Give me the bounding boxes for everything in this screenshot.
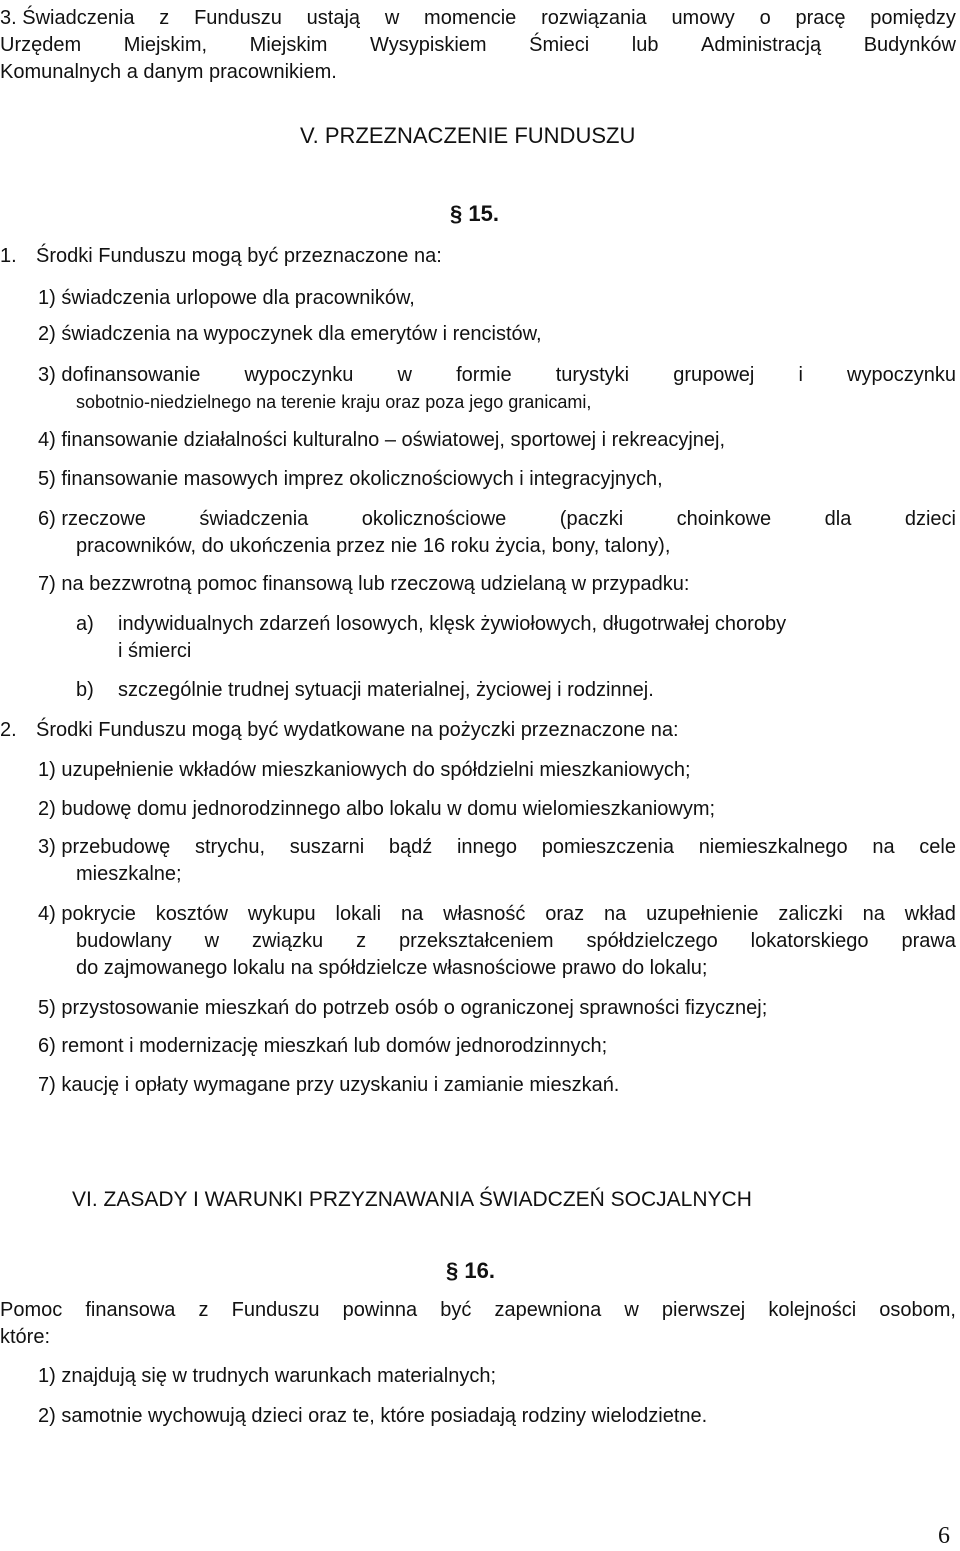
paragraph-16-intro-line-2: które:: [0, 1326, 51, 1348]
point-1-item-2: 2) świadczenia na wypoczynek dla emerytów i rencistów,: [38, 323, 542, 345]
point-1-item-7: 7) na bezzwrotną pomoc finansową lub rzeczową udzielaną w przypadku:: [38, 573, 690, 595]
word: Budynków: [863, 34, 956, 56]
point-1-item-6-line-1: [38, 507, 956, 531]
word: Wysypiskiem: [370, 34, 487, 56]
sub-item-b-label: b): [76, 679, 94, 701]
paragraph-16-item-1: 1) znajdują się w trudnych warunkach materialnych;: [38, 1365, 496, 1387]
word: wypoczynku: [847, 364, 956, 386]
paragraph-16-item-2: 2) samotnie wychowują dzieci oraz te, które posiadają rodziny wielodzietne.: [38, 1405, 708, 1427]
word: na: [400, 903, 424, 925]
point-2-item-4-line-3: do zajmowanego lokalu na spółdzielcze własnościowe prawo do lokalu;: [76, 957, 708, 979]
word: turystyki: [555, 364, 630, 386]
word: o: [759, 7, 771, 29]
word: budowlany: [76, 930, 172, 952]
word: 3) dofinansowanie: [38, 364, 201, 386]
word: ustają: [306, 7, 361, 29]
word: formie: [456, 364, 512, 386]
word: lokatorskiego: [750, 930, 869, 952]
word: prawa: [901, 930, 956, 952]
word: 4) pokrycie: [38, 903, 136, 925]
word: z: [356, 930, 367, 952]
point-2-item-7: 7) kaucję i opłaty wymagane przy uzyskaniu i zamianie mieszkań.: [38, 1074, 620, 1096]
point-1-item-4: 4) finansowanie działalności kulturalno – oświatowej, sportowej i rekreacyjnej,: [38, 429, 726, 451]
word: wypoczynku: [244, 364, 354, 386]
section-v-heading: V. PRZEZNACZENIE FUNDUSZU: [300, 123, 636, 148]
word: w: [384, 7, 400, 29]
word: dla: [824, 508, 852, 530]
point-2-item-4-line-1: [38, 902, 956, 926]
word: zapewniona: [494, 1299, 602, 1321]
word: wykupu: [247, 903, 316, 925]
word: być: [440, 1299, 472, 1321]
word: kolejności: [768, 1299, 857, 1321]
word: lokali: [335, 903, 382, 925]
point-2-item-3-line-1: [38, 835, 956, 859]
word: wkład: [904, 903, 956, 925]
word: pomieszczenia: [541, 836, 674, 858]
p3-line-2: [0, 33, 956, 57]
point-2-number: 2.: [0, 719, 17, 741]
word: kosztów: [155, 903, 228, 925]
point-2-item-2: 2) budowę domu jednorodzinnego albo lokalu w domu wielomieszkaniowym;: [38, 798, 716, 820]
word: bądź: [388, 836, 433, 858]
word: na: [872, 836, 895, 858]
word: Pomoc: [0, 1299, 63, 1321]
word: przekształceniem: [399, 930, 554, 952]
sub-item-a-line-2: i śmierci: [118, 640, 192, 662]
p3-line-1: [0, 6, 956, 30]
word: Urzędem: [0, 34, 82, 56]
sub-item-a-line-1: indywidualnych zdarzeń losowych, klęsk żywiołowych, długotrwałej choroby: [118, 613, 787, 635]
sub-item-a-label: a): [76, 613, 94, 635]
word: niemieszkalnego: [698, 836, 848, 858]
word: grupowej: [673, 364, 755, 386]
word: (paczki: [559, 508, 624, 530]
word: innego: [456, 836, 518, 858]
word: Śmieci: [529, 34, 590, 56]
point-1-intro: Środki Funduszu mogą być przeznaczone na:: [36, 245, 442, 267]
p3-line-3: Komunalnych a danym pracownikiem.: [0, 61, 337, 83]
point-1-item-6-line-2: pracowników, do ukończenia przez nie 16 roku życia, bony, talony),: [76, 535, 671, 557]
word: Funduszu: [194, 7, 282, 29]
word: na: [604, 903, 627, 925]
page-number: 6: [938, 1523, 950, 1549]
point-2-item-3-line-2: mieszkalne;: [76, 863, 182, 885]
word: finansowa: [85, 1299, 176, 1321]
word: choinkowe: [676, 508, 772, 530]
word: 6) rzeczowe: [38, 508, 146, 530]
word: pomiędzy: [870, 7, 956, 29]
word: Miejskim: [249, 34, 328, 56]
word: dzieci: [904, 508, 956, 530]
paragraph-16-heading: § 16.: [446, 1258, 495, 1283]
word: uzupełnienie: [646, 903, 759, 925]
word: Funduszu: [231, 1299, 320, 1321]
paragraph-15-heading: § 15.: [450, 201, 499, 226]
word: pracę: [795, 7, 846, 29]
point-2-item-6: 6) remont i modernizację mieszkań lub domów jednorodzinnych;: [38, 1035, 608, 1057]
word: powinna: [342, 1299, 418, 1321]
point-1-item-3-line-2: sobotnio-niedzielnego na terenie kraju oraz poza jego granicami,: [76, 392, 592, 412]
word: z: [198, 1299, 209, 1321]
point-1-number: 1.: [0, 245, 17, 267]
word: oraz: [545, 903, 585, 925]
word: świadczenia: [199, 508, 309, 530]
word: okolicznościowe: [361, 508, 507, 530]
word: Administracją: [701, 34, 822, 56]
word: lub: [631, 34, 659, 56]
word: związku: [251, 930, 324, 952]
word: w: [624, 1299, 639, 1321]
word: w: [204, 930, 220, 952]
point-1-item-3-line-1: [38, 363, 956, 387]
word: zaliczki: [778, 903, 843, 925]
point-2-item-1: 1) uzupełnienie wkładów mieszkaniowych do spółdzielni mieszkaniowych;: [38, 759, 691, 781]
word: na: [862, 903, 885, 925]
point-2-item-4-line-2: [76, 929, 956, 953]
word: spółdzielczego: [586, 930, 718, 952]
word: 3) przebudowę: [38, 836, 171, 858]
word: Miejskim,: [123, 34, 208, 56]
point-2-item-5: 5) przystosowanie mieszkań do potrzeb osób o ograniczonej sprawności fizycznej;: [38, 997, 768, 1019]
word: własność: [443, 903, 526, 925]
word: osobom,: [879, 1299, 956, 1321]
word: momencie: [424, 7, 517, 29]
word: strychu,: [195, 836, 266, 858]
section-vi-heading: VI. ZASADY I WARUNKI PRZYZNAWANIA ŚWIADCZEŃ SOCJALNYCH: [72, 1188, 752, 1211]
word: i: [798, 364, 803, 386]
word: suszarni: [289, 836, 365, 858]
word: pierwszej: [661, 1299, 746, 1321]
point-2-intro: Środki Funduszu mogą być wydatkowane na pożyczki przeznaczone na:: [36, 719, 679, 741]
word: 3. Świadczenia: [0, 7, 135, 29]
word: rozwiązania: [541, 7, 647, 29]
sub-item-b-text: szczególnie trudnej sytuacji materialnej, życiowej i rodzinnej.: [118, 679, 654, 701]
word: cele: [919, 836, 956, 858]
word: umowy: [671, 7, 735, 29]
point-1-item-5: 5) finansowanie masowych imprez okolicznościowych i integracyjnych,: [38, 468, 663, 490]
point-1-item-1: 1) świadczenia urlopowe dla pracowników,: [38, 287, 415, 309]
word: z: [159, 7, 170, 29]
paragraph-16-intro-line-1: [0, 1298, 956, 1322]
word: w: [397, 364, 412, 386]
